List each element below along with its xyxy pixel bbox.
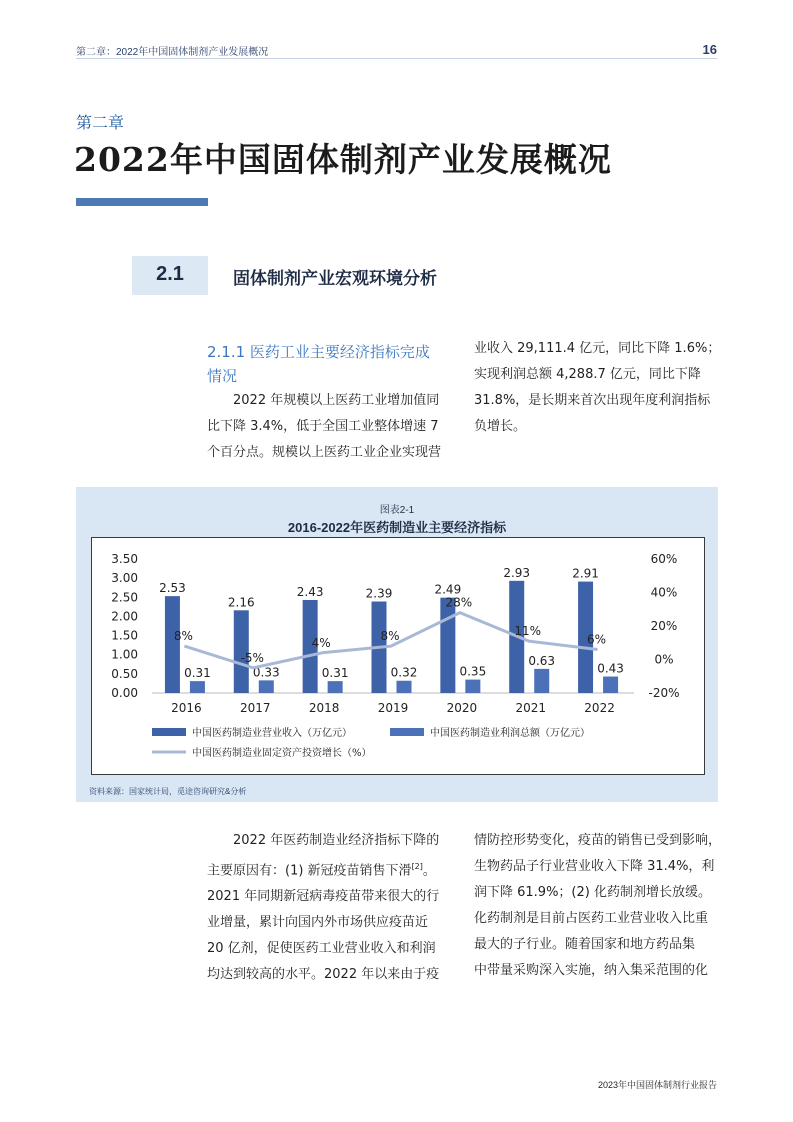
- revenue-data-label: 2.49: [434, 582, 462, 597]
- left-tick-label: 0.50: [111, 666, 138, 681]
- x-tick-label: 2021: [515, 701, 546, 715]
- profit-data-label: 0.43: [597, 661, 624, 676]
- profit-data-label: 0.31: [321, 666, 349, 681]
- body-line: 2022 年医药制造业经济指标下降的: [233, 833, 440, 848]
- left-tick-label: 3.00: [111, 571, 138, 586]
- running-header-chapter: 第二章：2022年中国固体制剂产业发展概况: [76, 47, 269, 58]
- profit-data-label: 0.31: [184, 666, 211, 681]
- legend-label-revenue: 中国医药制造业营业收入（万亿元）: [192, 728, 352, 739]
- intro-line: 个百分点。规模以上医药工业企业实现营: [207, 445, 442, 460]
- section-number: 2.1: [156, 263, 184, 285]
- body-left-column: [207, 828, 459, 988]
- body-line: 2021 年同期新冠病毒疫苗带来很大的行: [207, 889, 440, 905]
- body-line: [207, 854, 459, 884]
- x-tick-label: 2016: [171, 701, 202, 715]
- legend-label-growth: 中国医药制造业固定资产投资增长（%）: [192, 748, 372, 759]
- profit-data-label: 0.63: [528, 653, 556, 668]
- footer-report-title: 2023年中国固体制剂行业报告: [597, 1080, 717, 1090]
- chart-svg: [92, 538, 704, 774]
- subsection-heading: [207, 340, 459, 388]
- subsection-heading-line2: 情况: [207, 367, 238, 385]
- legend-swatch-profit: [390, 728, 424, 736]
- body-line: 20 亿剂，促使医药工业营业收入和利润: [207, 941, 436, 957]
- left-tick-label: 1.50: [111, 628, 138, 643]
- x-tick-label: 2022: [584, 701, 615, 715]
- figure-panel: [76, 487, 718, 802]
- left-tick-label: 0.00: [111, 686, 138, 700]
- chart-frame: [91, 537, 705, 775]
- intro-right-column: [474, 336, 724, 440]
- intro-line: 31.8%，是长期来首次出现年度利润指标: [474, 393, 711, 408]
- revenue-data-label: 2.91: [572, 566, 599, 581]
- chapter-accent-bar: [76, 198, 208, 206]
- subsection-heading-line1: 2.1.1 医药工业主要经济指标完成: [207, 343, 430, 361]
- profit-bar: [328, 681, 343, 693]
- section-title: 固体制剂产业宏观环境分析: [233, 269, 437, 289]
- x-tick-label: 2020: [446, 701, 478, 715]
- growth-data-label: -5%: [240, 650, 264, 665]
- revenue-data-label: 2.43: [296, 584, 324, 599]
- revenue-bar: [165, 596, 180, 693]
- body-text: 主要原因有：(1) 新冠疫苗销售下滑: [207, 863, 412, 879]
- body-line: 润下降 61.9%；(2) 化药制剂增长放缓。: [474, 885, 711, 900]
- profit-bar: [534, 669, 549, 693]
- x-tick-label: 2019: [377, 701, 409, 715]
- legend-swatch-revenue: [152, 728, 186, 736]
- profit-data-label: 0.33: [252, 665, 280, 680]
- growth-data-label: 11%: [514, 624, 542, 639]
- body-line: 均达到较高的水平。2022 年以来由于疫: [207, 967, 440, 983]
- right-tick-label: -20%: [648, 686, 680, 700]
- figure-label: 图表2-1: [379, 505, 415, 516]
- chapter-label: 第二章: [76, 113, 125, 132]
- section-number-box: [132, 256, 208, 295]
- body-line: 化药制剂是目前占医药工业营业收入比重: [474, 911, 709, 926]
- intro-left-column: [207, 340, 459, 466]
- page-number: 16: [702, 42, 717, 57]
- intro-line: 业收入 29,111.4 亿元，同比下降 1.6%；: [474, 341, 721, 356]
- revenue-data-label: 2.93: [503, 565, 531, 580]
- figure-source: 资料来源：国家统计局，觅途咨询研究&分析: [89, 787, 247, 796]
- right-tick-label: 60%: [650, 552, 678, 566]
- left-tick-label: 2.50: [111, 590, 138, 605]
- footnote-ref: [2]: [411, 862, 423, 871]
- x-tick-label: 2018: [308, 701, 340, 715]
- figure-title: 2016-2022年医药制造业主要经济指标: [287, 520, 507, 535]
- profit-bar: [465, 680, 480, 693]
- profit-data-label: 0.35: [459, 664, 487, 679]
- growth-data-label: 6%: [587, 632, 607, 647]
- chapter-title: 2022年中国固体制剂产业发展概况: [74, 140, 612, 179]
- profit-bar: [603, 677, 618, 693]
- left-tick-label: 3.50: [111, 552, 138, 566]
- header-divider: [76, 58, 717, 59]
- intro-line: 负增长。: [474, 419, 527, 434]
- body-text: 。: [422, 863, 436, 879]
- revenue-data-label: 2.39: [365, 586, 393, 601]
- body-line: 最大的子行业。随着国家和地方药品集: [474, 937, 696, 952]
- intro-line: 实现利润总额 4,288.7 亿元，同比下降: [474, 367, 701, 382]
- profit-bar: [259, 680, 274, 693]
- profit-bar: [397, 681, 412, 693]
- right-tick-label: 40%: [650, 585, 678, 600]
- profit-bar: [190, 681, 205, 693]
- x-tick-label: 2017: [240, 701, 271, 715]
- body-line: 业增量，累计向国内外市场供应疫苗近: [207, 915, 429, 931]
- intro-line: 比下降 3.4%，低于全国工业整体增速 7: [207, 419, 439, 434]
- body-line: 生物药品子行业营业收入下降 31.4%，利: [474, 859, 715, 874]
- left-tick-label: 1.00: [111, 647, 138, 662]
- growth-data-label: 28%: [445, 595, 473, 610]
- legend-label-profit: 中国医药制造业利润总额（万亿元）: [430, 728, 590, 739]
- growth-data-label: 8%: [380, 629, 400, 644]
- revenue-bar: [440, 598, 455, 693]
- left-tick-label: 2.00: [111, 609, 138, 624]
- intro-line: 2022 年规模以上医药工业增加值同: [233, 393, 440, 408]
- revenue-data-label: 2.16: [227, 595, 255, 610]
- profit-data-label: 0.32: [390, 665, 418, 680]
- growth-data-label: 4%: [311, 635, 331, 650]
- revenue-data-label: 2.53: [159, 581, 186, 596]
- growth-data-label: 8%: [173, 629, 193, 644]
- body-line: 中带量采购深入实施，纳入集采范围的化: [474, 963, 709, 978]
- body-line: 情防控形势变化，疫苗的销售已受到影响，: [474, 833, 722, 848]
- right-tick-label: 0%: [654, 652, 674, 667]
- right-tick-label: 20%: [650, 619, 678, 633]
- body-right-column: [474, 828, 724, 984]
